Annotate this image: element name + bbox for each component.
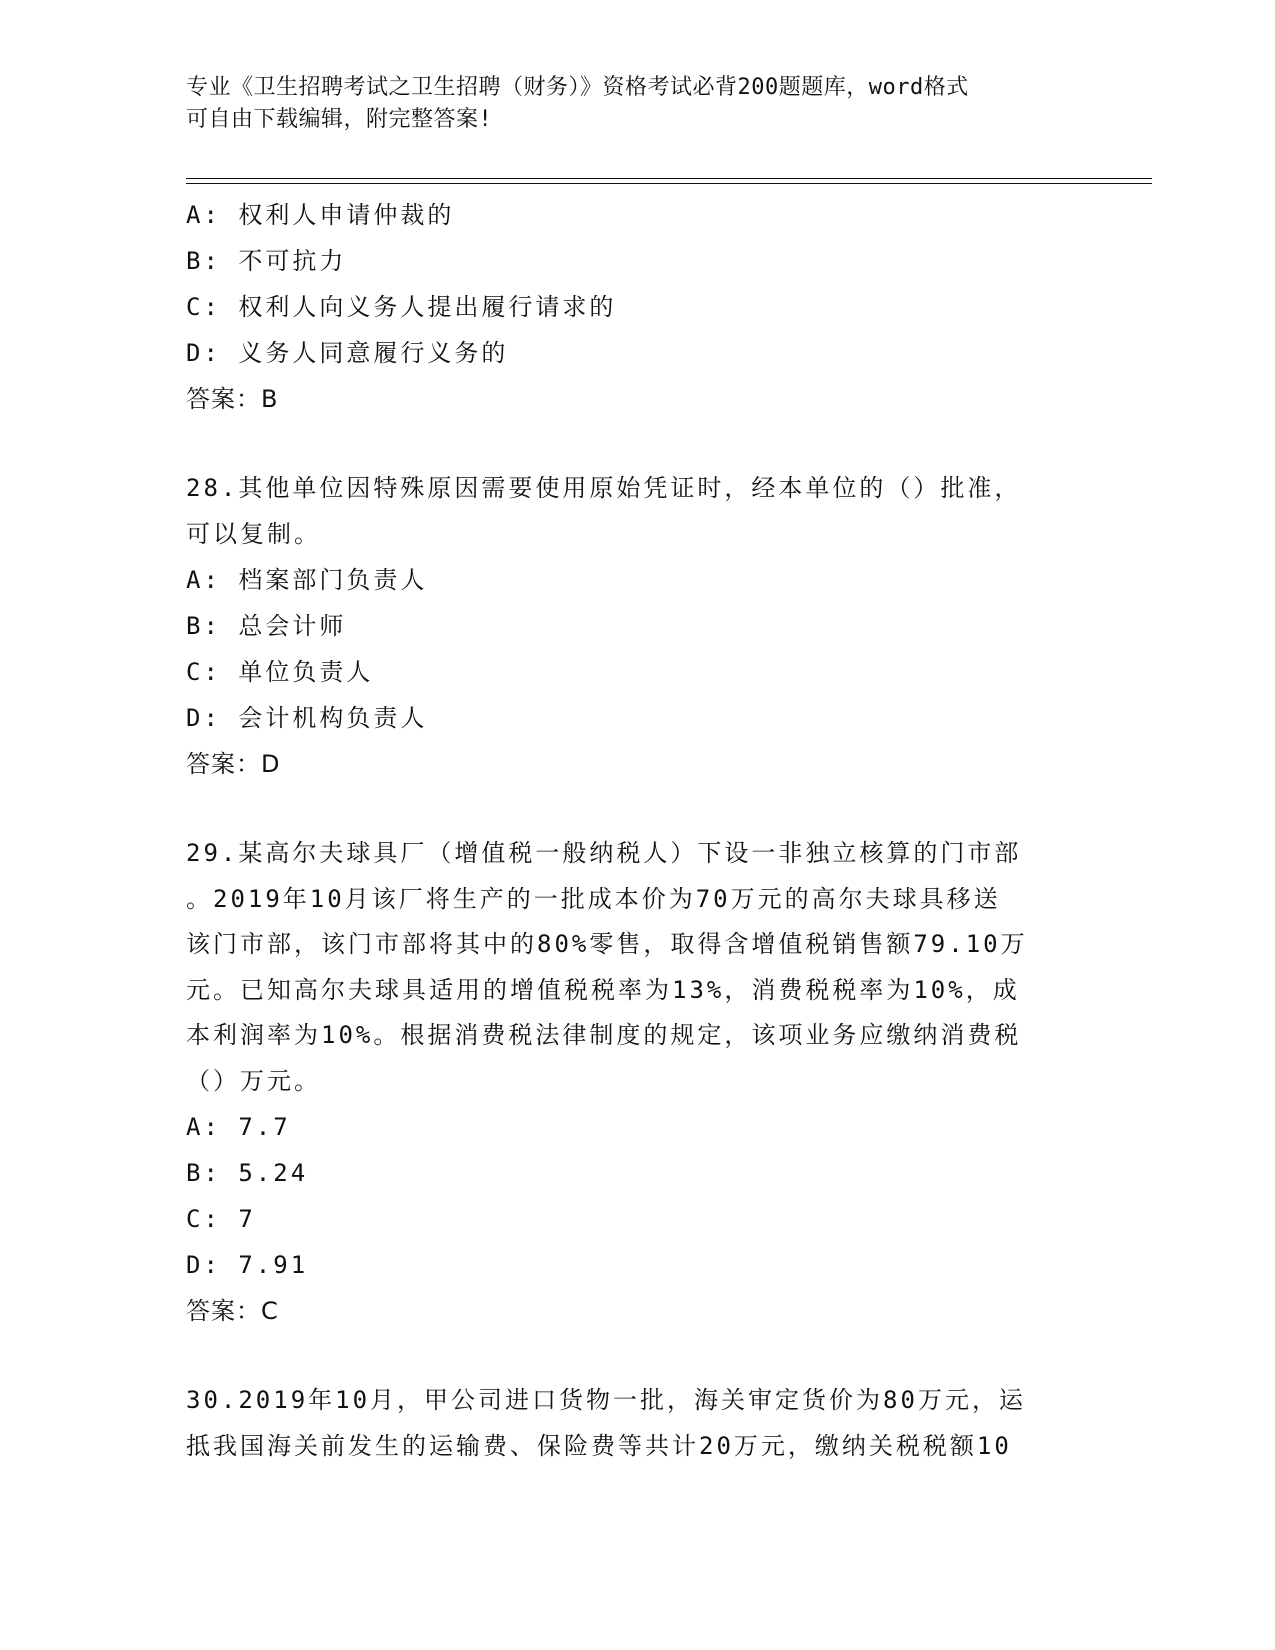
option-b: B: 总会计师 — [186, 612, 347, 640]
option-c: C: 单位负责人 — [186, 658, 374, 686]
header-line-1: 专业《卫生招聘考试之卫生招聘（财务）》资格考试必背200题题库，word格式 — [186, 75, 969, 100]
question-29 — [186, 831, 1086, 1334]
answer-line: 答案：B — [186, 385, 279, 413]
document-header — [186, 72, 1086, 136]
header-divider-thin — [186, 183, 1152, 184]
option-c: C: 权利人向义务人提出履行请求的 — [186, 293, 617, 321]
option-a: A: 档案部门负责人 — [186, 566, 428, 594]
answer-line: 答案：C — [186, 1297, 279, 1325]
question-stem: 28.其他单位因特殊原因需要使用原始凭证时，经本单位的（）批准， 可以复制。 — [186, 474, 1022, 548]
question-30 — [186, 1378, 1086, 1469]
option-b: B: 不可抗力 — [186, 247, 347, 275]
option-d: D: 7.91 — [186, 1251, 309, 1279]
option-a: A: 7.7 — [186, 1113, 291, 1141]
header-line-2: 可自由下载编辑，附完整答案! — [186, 107, 493, 132]
question-stem: 29.某高尔夫球具厂（增值税一般纳税人）下设一非独立核算的门市部 。2019年10月该厂将生产的一批成本价为70万元的高尔夫球具移送 该门市部，该门市部将其中的80%零售，取得含增值税销售额79.10万 元。已知高尔夫球具适用的增值税税率为13%，消费税税率为10%，成 本利润率为10%。根据消费税法律制度的规定，该项业务应缴纳消费税 （）万元。 — [186, 839, 1028, 1095]
option-d: D: 义务人同意履行义务的 — [186, 339, 509, 367]
spacer — [186, 422, 1086, 466]
option-d: D: 会计机构负责人 — [186, 704, 428, 732]
option-a: A: 权利人申请仲裁的 — [186, 201, 455, 229]
document-body — [186, 192, 1086, 1469]
spacer — [186, 787, 1086, 831]
header-divider-thick — [186, 178, 1152, 179]
question-stem: 30.2019年10月，甲公司进口货物一批，海关审定货价为80万元，运 抵我国海关前发生的运输费、保险费等共计20万元，缴纳关税税额10 — [186, 1386, 1026, 1460]
spacer — [186, 1334, 1086, 1378]
answer-line: 答案：D — [186, 750, 281, 778]
option-c: C: 7 — [186, 1205, 256, 1233]
question-27 — [186, 192, 1086, 422]
option-b: B: 5.24 — [186, 1159, 309, 1187]
question-28 — [186, 466, 1086, 787]
